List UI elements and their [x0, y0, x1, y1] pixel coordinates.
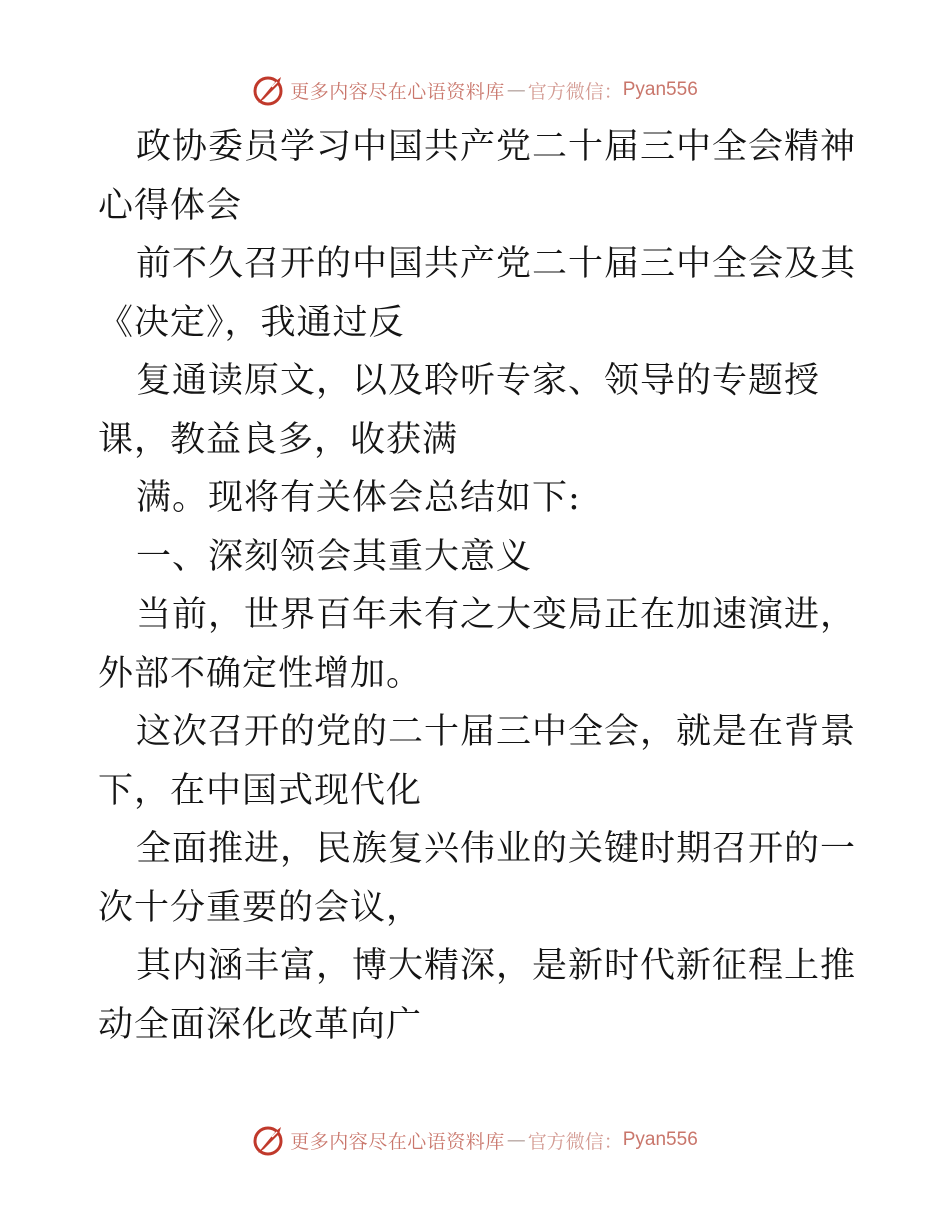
document-body [98, 118, 868, 1054]
document-title: 政协委员学习中国共产党二十届三中全会精神心得体会 [98, 127, 857, 226]
paragraph: 复通读原文，以及聆听专家、领导的专题授课，教益良多，收获满 [98, 361, 821, 460]
paragraph: 满。现将有关体会总结如下: [136, 478, 581, 518]
footer-watermark [0, 1120, 950, 1160]
header-watermark [0, 70, 950, 110]
paragraph: 全面推进，民族复兴伟业的关键时期召开的一次十分重要的会议， [98, 829, 857, 928]
watermark-text: 更多内容尽在心语资料库 [290, 1130, 505, 1153]
watermark-wechat-id: Pyan556 [622, 1129, 698, 1150]
watermark-official-label: 官方微信： [527, 1130, 623, 1153]
paragraph: 这次召开的党的二十届三中全会，就是在背景下，在中国式现代化 [98, 712, 857, 811]
watermark-wechat-id: Pyan556 [622, 79, 698, 100]
watermark-official-label: 官方微信： [527, 80, 623, 103]
paragraph: 其内涵丰富，博大精深，是新时代新征程上推动全面深化改革向广 [98, 946, 857, 1045]
quill-logo-icon [252, 73, 286, 107]
paragraph: 当前，世界百年未有之大变局正在加速演进，外部不确定性增加。 [98, 595, 857, 694]
quill-logo-icon [252, 1123, 286, 1157]
watermark-text: 更多内容尽在心语资料库 [290, 80, 505, 103]
section-heading: 一、深刻领会其重大意义 [136, 536, 533, 577]
watermark-dash: — [506, 79, 526, 101]
paragraph: 前不久召开的中国共产党二十届三中全会及其《决定》，我通过反 [98, 244, 857, 343]
watermark-dash: — [506, 1129, 526, 1151]
